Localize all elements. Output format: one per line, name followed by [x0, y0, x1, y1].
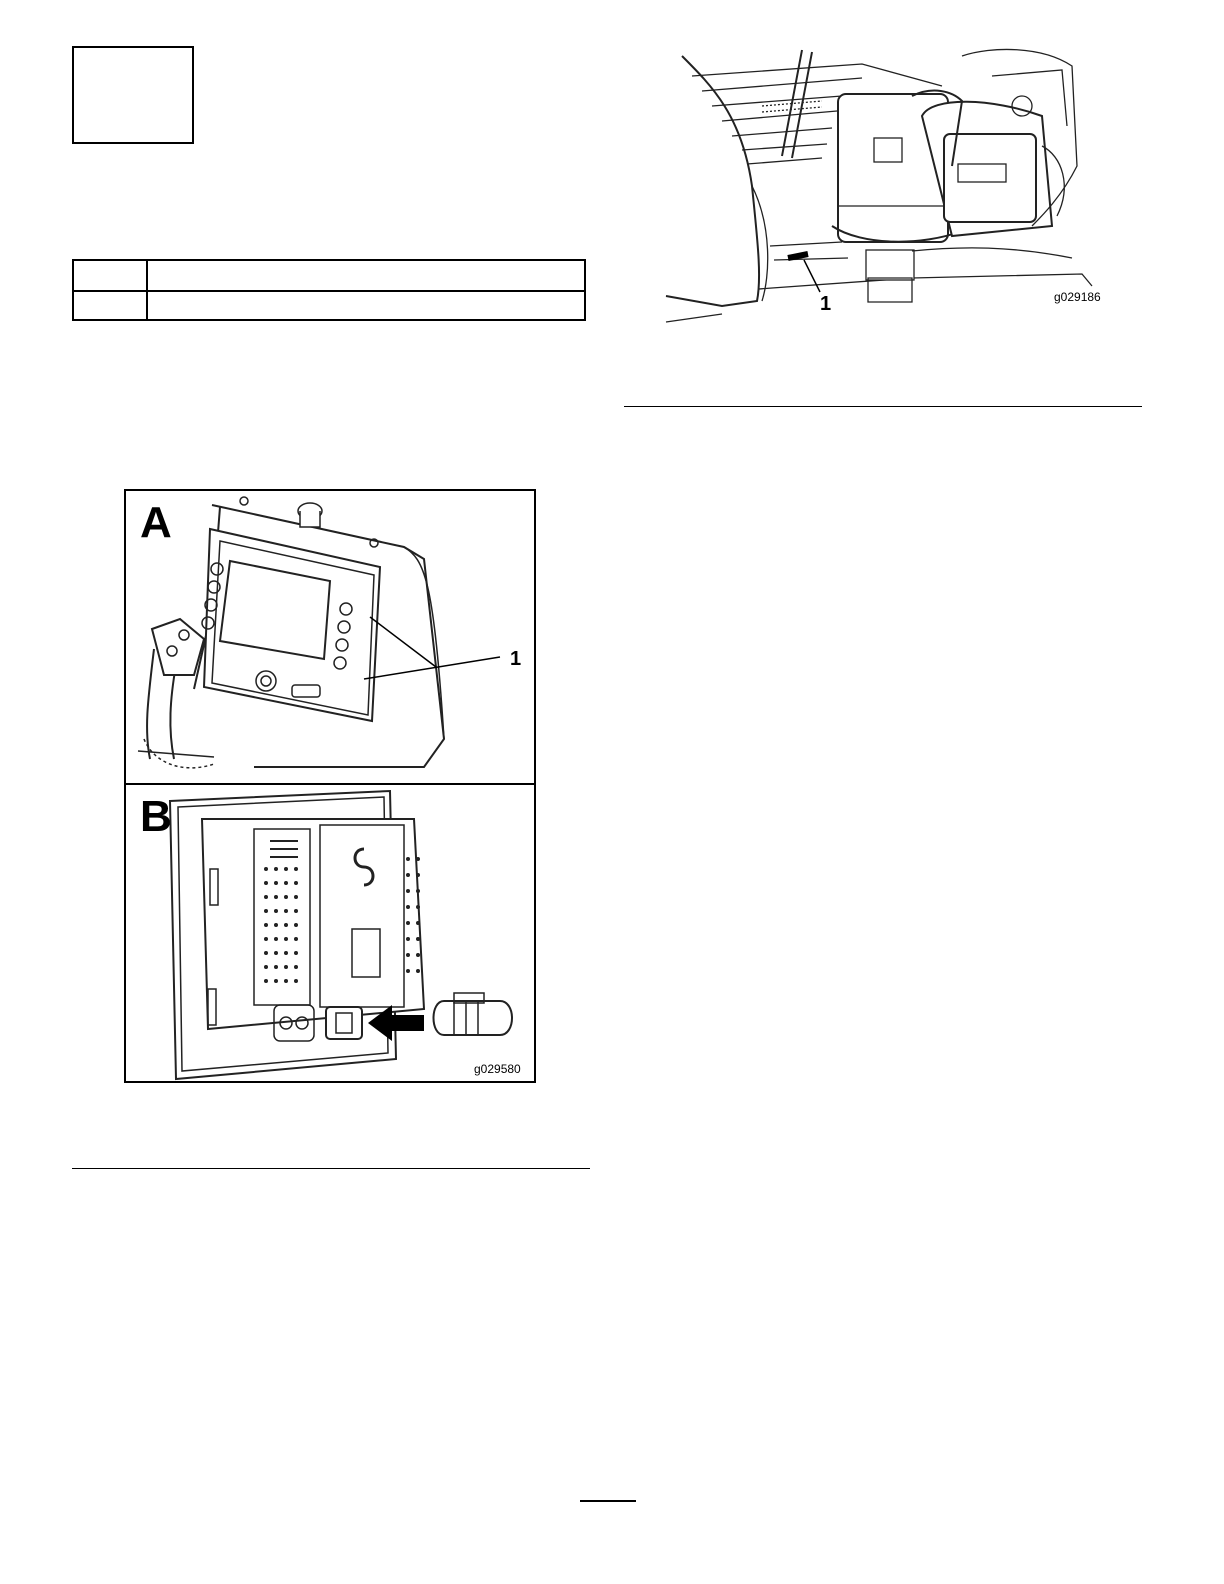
figure-callout-number: 1 — [510, 648, 522, 670]
figure-callout-number: 1 — [820, 293, 832, 315]
page-number-rule — [580, 1500, 636, 1502]
figure-code: g029186 — [1054, 290, 1101, 304]
section-divider — [624, 406, 1142, 407]
section-divider — [72, 1168, 590, 1169]
panel-a-label: A — [140, 498, 172, 547]
figure-code: g029580 — [474, 1062, 521, 1076]
parts-table — [72, 259, 586, 321]
step-number-box — [72, 46, 194, 144]
table-column-divider — [146, 261, 148, 319]
table-row — [74, 261, 584, 292]
panel-b-label: B — [140, 792, 172, 841]
figure-machine-underside — [662, 46, 1102, 328]
figure-display-panel — [124, 489, 536, 1083]
table-row — [74, 292, 584, 321]
